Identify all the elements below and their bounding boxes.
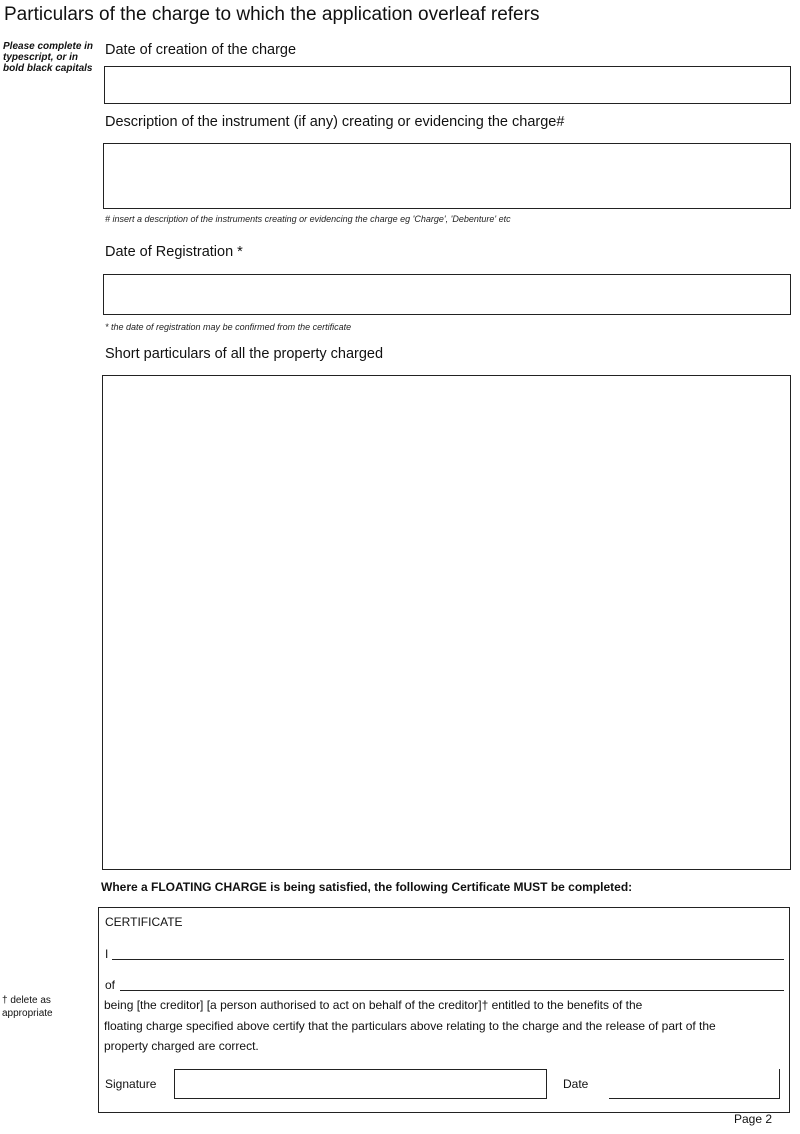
certificate-text-line2: floating charge specified above certify that the particulars above relating to the charge and the release of part of the: [104, 1019, 716, 1033]
date-of-registration-label: Date of Registration *: [105, 244, 243, 260]
floating-charge-notice: Where a FLOATING CHARGE is being satisfied, the following Certificate MUST be completed:: [101, 880, 633, 894]
date-of-creation-label: Date of creation of the charge: [105, 42, 297, 58]
date-of-registration-field[interactable]: [103, 274, 791, 315]
short-particulars-field[interactable]: [102, 375, 791, 870]
certificate-name-line[interactable]: [112, 959, 784, 960]
page-title: Particulars of the charge to which the application overleaf refers: [4, 4, 540, 25]
description-label: Description of the instrument (if any) creating or evidencing the charge#: [105, 114, 565, 130]
certificate-text-line3: property charged are correct.: [104, 1039, 259, 1053]
certificate-i-label: I: [105, 947, 109, 961]
certificate-heading: CERTIFICATE: [105, 915, 183, 929]
signature-field[interactable]: [174, 1069, 547, 1099]
date-of-creation-field[interactable]: [104, 66, 791, 104]
date-label: Date: [563, 1077, 589, 1091]
delete-as-appropriate-note: † delete as appropriate: [2, 995, 53, 1019]
description-field[interactable]: [103, 143, 791, 209]
certificate-of-label: of: [105, 978, 116, 992]
completion-note: Please complete in typescript, or in bold black capitals: [3, 41, 94, 74]
signature-label: Signature: [105, 1077, 157, 1091]
registration-footnote: * the date of registration may be confirmed from the certificate: [105, 322, 352, 332]
certificate-address-line[interactable]: [120, 990, 784, 991]
short-particulars-label: Short particulars of all the property charged: [105, 346, 384, 362]
certificate-text-line1: being [the creditor] [a person authorised to act on behalf of the creditor]† entitled to the benefits of the: [104, 998, 643, 1012]
page-number: Page 2: [734, 1112, 773, 1126]
description-footnote: # insert a description of the instruments creating or evidencing the charge eg 'Charge', 'Debenture' etc: [105, 214, 511, 224]
certificate-date-field[interactable]: [609, 1069, 780, 1099]
